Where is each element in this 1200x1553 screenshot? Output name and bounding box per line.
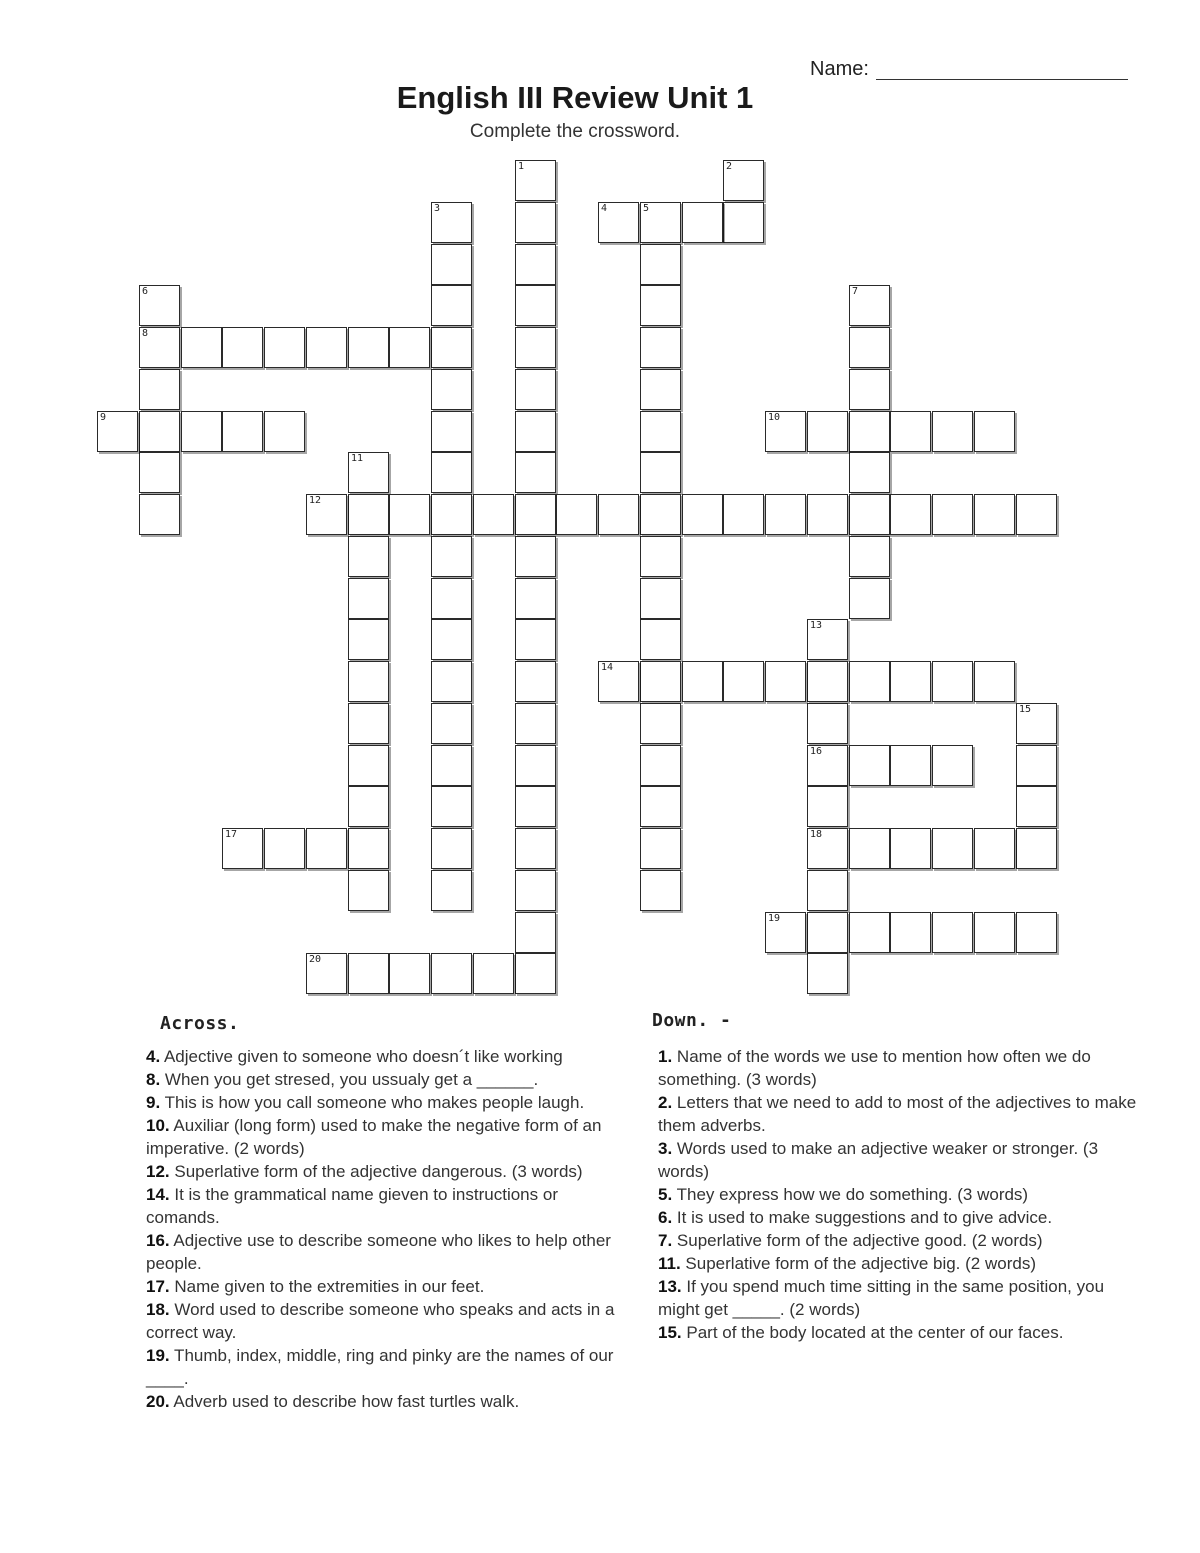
crossword-cell[interactable] bbox=[807, 494, 848, 535]
clue-number: 15 bbox=[1019, 704, 1032, 715]
crossword-cell[interactable] bbox=[640, 870, 681, 911]
crossword-cell[interactable] bbox=[849, 828, 890, 869]
clue-number: 3 bbox=[434, 203, 441, 214]
clue-text: Adjective use to describe someone who likes to help other people. bbox=[146, 1231, 611, 1273]
crossword-cell[interactable] bbox=[473, 494, 514, 535]
crossword-cell[interactable] bbox=[348, 494, 389, 535]
clue-number: 20. bbox=[146, 1392, 170, 1411]
clue-text: Auxiliar (long form) used to make the negative form of an imperative. (2 words) bbox=[146, 1116, 602, 1158]
crossword-cell[interactable] bbox=[264, 327, 305, 368]
clue-number: 16 bbox=[810, 746, 823, 757]
crossword-cell[interactable] bbox=[640, 494, 681, 535]
across-clue bbox=[146, 1114, 620, 1160]
crossword-cell[interactable] bbox=[348, 828, 389, 869]
crossword-cell[interactable] bbox=[849, 912, 890, 953]
clue-number: 8. bbox=[146, 1070, 161, 1089]
down-clues bbox=[658, 1045, 1140, 1344]
crossword-cell[interactable] bbox=[431, 369, 472, 410]
crossword-cell[interactable] bbox=[515, 244, 556, 285]
clue-text: Adverb used to describe how fast turtles walk. bbox=[169, 1392, 520, 1411]
down-clue bbox=[658, 1229, 1140, 1252]
clue-number: 2 bbox=[726, 161, 733, 172]
crossword-cell[interactable] bbox=[765, 411, 806, 452]
clue-number: 4 bbox=[601, 203, 608, 214]
clue-number: 13. bbox=[658, 1277, 682, 1296]
crossword-cell[interactable] bbox=[640, 786, 681, 827]
crossword-cell[interactable] bbox=[932, 411, 973, 452]
crossword-cell[interactable] bbox=[515, 953, 556, 994]
crossword-cell[interactable] bbox=[598, 202, 639, 243]
crossword-cell[interactable] bbox=[473, 953, 514, 994]
clue-number: 18. bbox=[146, 1300, 170, 1319]
crossword-cell[interactable] bbox=[723, 494, 764, 535]
crossword-cell[interactable] bbox=[431, 244, 472, 285]
crossword-cell[interactable] bbox=[515, 912, 556, 953]
crossword-cell[interactable] bbox=[389, 327, 430, 368]
crossword-cell[interactable] bbox=[139, 494, 180, 535]
crossword-cell[interactable] bbox=[431, 202, 472, 243]
down-clue bbox=[658, 1206, 1140, 1229]
across-clue bbox=[146, 1344, 620, 1390]
across-clue bbox=[146, 1275, 620, 1298]
down-clue bbox=[658, 1091, 1140, 1137]
crossword-cell[interactable] bbox=[264, 828, 305, 869]
crossword-cell[interactable] bbox=[890, 411, 931, 452]
clue-number: 8 bbox=[142, 328, 149, 339]
crossword-cell[interactable] bbox=[932, 494, 973, 535]
crossword-cell[interactable] bbox=[348, 578, 389, 619]
clue-number: 10. bbox=[146, 1116, 170, 1135]
crossword-cell[interactable] bbox=[807, 828, 848, 869]
clue-number: 16. bbox=[146, 1231, 170, 1250]
crossword-cell[interactable] bbox=[139, 327, 180, 368]
clue-text: When you get stresed, you ussualy get a ______. bbox=[160, 1070, 539, 1089]
down-heading: Down. - bbox=[652, 1010, 732, 1031]
crossword-cell[interactable] bbox=[431, 786, 472, 827]
crossword-cell[interactable] bbox=[849, 369, 890, 410]
crossword-cell[interactable] bbox=[974, 661, 1015, 702]
crossword-cell[interactable] bbox=[348, 327, 389, 368]
crossword-cell[interactable] bbox=[1016, 745, 1057, 786]
crossword-cell[interactable] bbox=[640, 619, 681, 660]
crossword-cell[interactable] bbox=[431, 285, 472, 326]
clue-text: Thumb, index, middle, ring and pinky are the names of our ____. bbox=[146, 1346, 614, 1388]
crossword-cell[interactable] bbox=[222, 828, 263, 869]
clue-text: Superlative form of the adjective good. (2 words) bbox=[672, 1231, 1043, 1250]
crossword-cell[interactable] bbox=[348, 452, 389, 493]
crossword-cell[interactable] bbox=[640, 327, 681, 368]
crossword-cell[interactable] bbox=[515, 536, 556, 577]
crossword-cell[interactable] bbox=[1016, 912, 1057, 953]
clue-number: 4. bbox=[146, 1047, 161, 1066]
crossword-cell[interactable] bbox=[515, 494, 556, 535]
crossword-cell[interactable] bbox=[306, 828, 347, 869]
crossword-cell[interactable] bbox=[515, 452, 556, 493]
crossword-cell[interactable] bbox=[640, 536, 681, 577]
crossword-cell[interactable] bbox=[807, 912, 848, 953]
crossword-cell[interactable] bbox=[849, 327, 890, 368]
crossword-cell[interactable] bbox=[431, 327, 472, 368]
crossword-cell[interactable] bbox=[515, 703, 556, 744]
crossword-cell[interactable] bbox=[974, 411, 1015, 452]
crossword-cell[interactable] bbox=[807, 411, 848, 452]
clue-number: 7. bbox=[658, 1231, 673, 1250]
crossword-cell[interactable] bbox=[932, 912, 973, 953]
clue-number: 5 bbox=[643, 203, 650, 214]
crossword-cell[interactable] bbox=[765, 912, 806, 953]
crossword-cell[interactable] bbox=[1016, 494, 1057, 535]
clue-text: Words used to make an adjective weaker or stronger. (3 words) bbox=[658, 1139, 1099, 1181]
across-clue bbox=[146, 1298, 620, 1344]
crossword-cell[interactable] bbox=[640, 369, 681, 410]
across-clue bbox=[146, 1068, 620, 1091]
crossword-cell[interactable] bbox=[431, 953, 472, 994]
crossword-cell[interactable] bbox=[515, 285, 556, 326]
crossword-cell[interactable] bbox=[765, 661, 806, 702]
clue-text: It is the grammatical name gieven to instructions or comands. bbox=[146, 1185, 558, 1227]
crossword-cell[interactable] bbox=[807, 786, 848, 827]
crossword-cell[interactable] bbox=[640, 452, 681, 493]
crossword-cell[interactable] bbox=[807, 745, 848, 786]
clue-number: 17. bbox=[146, 1277, 170, 1296]
across-clue bbox=[146, 1160, 620, 1183]
clue-text: Superlative form of the adjective big. (2 words) bbox=[680, 1254, 1036, 1273]
crossword-cell[interactable] bbox=[932, 828, 973, 869]
crossword-cell[interactable] bbox=[431, 745, 472, 786]
crossword-cell[interactable] bbox=[974, 912, 1015, 953]
crossword-cell[interactable] bbox=[515, 160, 556, 201]
crossword-cell[interactable] bbox=[515, 786, 556, 827]
crossword-cell[interactable] bbox=[1016, 786, 1057, 827]
clue-number: 19. bbox=[146, 1346, 170, 1365]
crossword-cell[interactable] bbox=[97, 411, 138, 452]
crossword-cell[interactable] bbox=[431, 536, 472, 577]
crossword-cell[interactable] bbox=[807, 661, 848, 702]
crossword-cell[interactable] bbox=[515, 661, 556, 702]
crossword-cell[interactable] bbox=[974, 494, 1015, 535]
crossword-cell[interactable] bbox=[640, 411, 681, 452]
clue-number: 13 bbox=[810, 620, 823, 631]
crossword-cell[interactable] bbox=[348, 786, 389, 827]
crossword-cell[interactable] bbox=[849, 494, 890, 535]
clue-number: 3. bbox=[658, 1139, 673, 1158]
crossword-cell[interactable] bbox=[682, 661, 723, 702]
clue-number: 9 bbox=[100, 412, 107, 423]
clue-number: 10 bbox=[768, 412, 781, 423]
clue-text: Name given to the extremities in our feet. bbox=[169, 1277, 485, 1296]
crossword-cell[interactable] bbox=[890, 494, 931, 535]
clue-text: Superlative form of the adjective dangerous. (3 words) bbox=[169, 1162, 583, 1181]
across-clue bbox=[146, 1229, 620, 1275]
crossword-cell[interactable] bbox=[431, 578, 472, 619]
clue-text: They express how we do something. (3 words) bbox=[672, 1185, 1029, 1204]
crossword-cell[interactable] bbox=[139, 452, 180, 493]
crossword-cell[interactable] bbox=[139, 285, 180, 326]
clue-number: 5. bbox=[658, 1185, 673, 1204]
clue-text: If you spend much time sitting in the same position, you might get _____. (2 words) bbox=[658, 1277, 1105, 1319]
crossword-cell[interactable] bbox=[431, 870, 472, 911]
down-clue bbox=[658, 1137, 1140, 1183]
across-clue bbox=[146, 1091, 620, 1114]
crossword-cell[interactable] bbox=[807, 619, 848, 660]
crossword-cell[interactable] bbox=[389, 953, 430, 994]
across-heading: Across. bbox=[160, 1013, 240, 1034]
clue-number: 17 bbox=[225, 829, 238, 840]
crossword-cell[interactable] bbox=[1016, 828, 1057, 869]
crossword-cell[interactable] bbox=[222, 327, 263, 368]
down-clue bbox=[658, 1275, 1140, 1321]
crossword-cell[interactable] bbox=[890, 828, 931, 869]
crossword-cell[interactable] bbox=[348, 703, 389, 744]
crossword-cell[interactable] bbox=[515, 828, 556, 869]
clue-text: Word used to describe someone who speaks and acts in a correct way. bbox=[146, 1300, 615, 1342]
crossword-cell[interactable] bbox=[723, 160, 764, 201]
crossword-cell[interactable] bbox=[932, 745, 973, 786]
crossword-cell[interactable] bbox=[431, 619, 472, 660]
across-clue bbox=[146, 1183, 620, 1229]
crossword-cell[interactable] bbox=[640, 202, 681, 243]
crossword-cell[interactable] bbox=[515, 578, 556, 619]
down-clue bbox=[658, 1045, 1140, 1091]
crossword-cell[interactable] bbox=[849, 745, 890, 786]
crossword-cell[interactable] bbox=[640, 661, 681, 702]
crossword-cell[interactable] bbox=[682, 202, 723, 243]
clue-text: This is how you call someone who makes people laugh. bbox=[160, 1093, 585, 1112]
clue-number: 9. bbox=[146, 1093, 161, 1112]
crossword-cell[interactable] bbox=[932, 661, 973, 702]
crossword-cell[interactable] bbox=[515, 619, 556, 660]
crossword-cell[interactable] bbox=[974, 828, 1015, 869]
crossword-cell[interactable] bbox=[640, 285, 681, 326]
clue-number: 15. bbox=[658, 1323, 682, 1342]
across-clues bbox=[146, 1045, 620, 1413]
crossword-cell[interactable] bbox=[431, 411, 472, 452]
crossword-cell[interactable] bbox=[515, 369, 556, 410]
clue-number: 20 bbox=[309, 954, 322, 965]
crossword-cell[interactable] bbox=[807, 703, 848, 744]
crossword-cell[interactable] bbox=[139, 411, 180, 452]
crossword-cell[interactable] bbox=[348, 953, 389, 994]
crossword-cell[interactable] bbox=[682, 494, 723, 535]
crossword-cell[interactable] bbox=[890, 661, 931, 702]
crossword-cell[interactable] bbox=[431, 452, 472, 493]
clue-number: 1. bbox=[658, 1047, 673, 1066]
clue-number: 14. bbox=[146, 1185, 170, 1204]
crossword-cell[interactable] bbox=[598, 494, 639, 535]
name-label: Name: bbox=[810, 58, 869, 80]
crossword-cell[interactable] bbox=[181, 327, 222, 368]
crossword-cell[interactable] bbox=[515, 745, 556, 786]
page-title: English III Review Unit 1 bbox=[396, 80, 754, 115]
crossword-cell[interactable] bbox=[348, 870, 389, 911]
crossword-cell[interactable] bbox=[556, 494, 597, 535]
clue-number: 19 bbox=[768, 913, 781, 924]
crossword-cell[interactable] bbox=[849, 536, 890, 577]
crossword-cell[interactable] bbox=[807, 870, 848, 911]
crossword-cell[interactable] bbox=[348, 619, 389, 660]
crossword-cell[interactable] bbox=[431, 828, 472, 869]
crossword-cell[interactable] bbox=[890, 912, 931, 953]
clue-text: Part of the body located at the center of our faces. bbox=[681, 1323, 1064, 1342]
down-clue bbox=[658, 1183, 1140, 1206]
crossword-cell[interactable] bbox=[640, 703, 681, 744]
crossword-cell[interactable] bbox=[890, 745, 931, 786]
crossword-cell[interactable] bbox=[807, 953, 848, 994]
clue-text: It is used to make suggestions and to give advice. bbox=[672, 1208, 1053, 1227]
crossword-cell[interactable] bbox=[306, 953, 347, 994]
crossword-cell[interactable] bbox=[431, 703, 472, 744]
clue-number: 18 bbox=[810, 829, 823, 840]
crossword-cell[interactable] bbox=[515, 870, 556, 911]
clue-number: 1 bbox=[518, 161, 525, 172]
crossword-cell[interactable] bbox=[1016, 703, 1057, 744]
crossword-cell[interactable] bbox=[264, 411, 305, 452]
crossword-cell[interactable] bbox=[515, 411, 556, 452]
clue-number: 6. bbox=[658, 1208, 673, 1227]
crossword-cell[interactable] bbox=[515, 327, 556, 368]
clue-number: 11. bbox=[658, 1254, 681, 1273]
down-clue bbox=[658, 1252, 1140, 1275]
crossword-cell[interactable] bbox=[306, 327, 347, 368]
clue-number: 11 bbox=[351, 453, 364, 464]
crossword-cell[interactable] bbox=[723, 661, 764, 702]
clue-number: 6 bbox=[142, 286, 149, 297]
crossword-cell[interactable] bbox=[849, 452, 890, 493]
crossword-cell[interactable] bbox=[348, 536, 389, 577]
clue-number: 14 bbox=[601, 662, 614, 673]
crossword-cell[interactable] bbox=[765, 494, 806, 535]
crossword-cell[interactable] bbox=[389, 494, 430, 535]
crossword-cell[interactable] bbox=[640, 745, 681, 786]
clue-number: 12 bbox=[309, 495, 322, 506]
crossword-cell[interactable] bbox=[222, 411, 263, 452]
crossword-cell[interactable] bbox=[723, 202, 764, 243]
crossword-cell[interactable] bbox=[849, 285, 890, 326]
crossword-cell[interactable] bbox=[515, 202, 556, 243]
crossword-cell[interactable] bbox=[640, 828, 681, 869]
crossword-cell[interactable] bbox=[849, 411, 890, 452]
crossword-cell[interactable] bbox=[598, 661, 639, 702]
clue-number: 12. bbox=[146, 1162, 170, 1181]
clue-text: Adjective given to someone who doesn´t like working bbox=[160, 1047, 563, 1066]
crossword-cell[interactable] bbox=[139, 369, 180, 410]
down-clue bbox=[658, 1321, 1140, 1344]
across-clue bbox=[146, 1045, 620, 1068]
crossword-cell[interactable] bbox=[849, 661, 890, 702]
crossword-cell[interactable] bbox=[849, 578, 890, 619]
clue-text: Letters that we need to add to most of the adjectives to make them adverbs. bbox=[658, 1093, 1137, 1135]
page-subtitle: Complete the crossword. bbox=[469, 121, 681, 142]
across-clue bbox=[146, 1390, 620, 1413]
clue-number: 2. bbox=[658, 1093, 673, 1112]
crossword-cell[interactable] bbox=[431, 494, 472, 535]
crossword-cell[interactable] bbox=[431, 661, 472, 702]
clue-number: 7 bbox=[852, 286, 859, 297]
crossword-cell[interactable] bbox=[306, 494, 347, 535]
crossword-cell[interactable] bbox=[348, 661, 389, 702]
crossword-cell[interactable] bbox=[640, 244, 681, 285]
crossword-cell[interactable] bbox=[348, 745, 389, 786]
crossword-cell[interactable] bbox=[181, 411, 222, 452]
crossword-cell[interactable] bbox=[640, 578, 681, 619]
clue-text: Name of the words we use to mention how often we do something. (3 words) bbox=[658, 1047, 1091, 1089]
